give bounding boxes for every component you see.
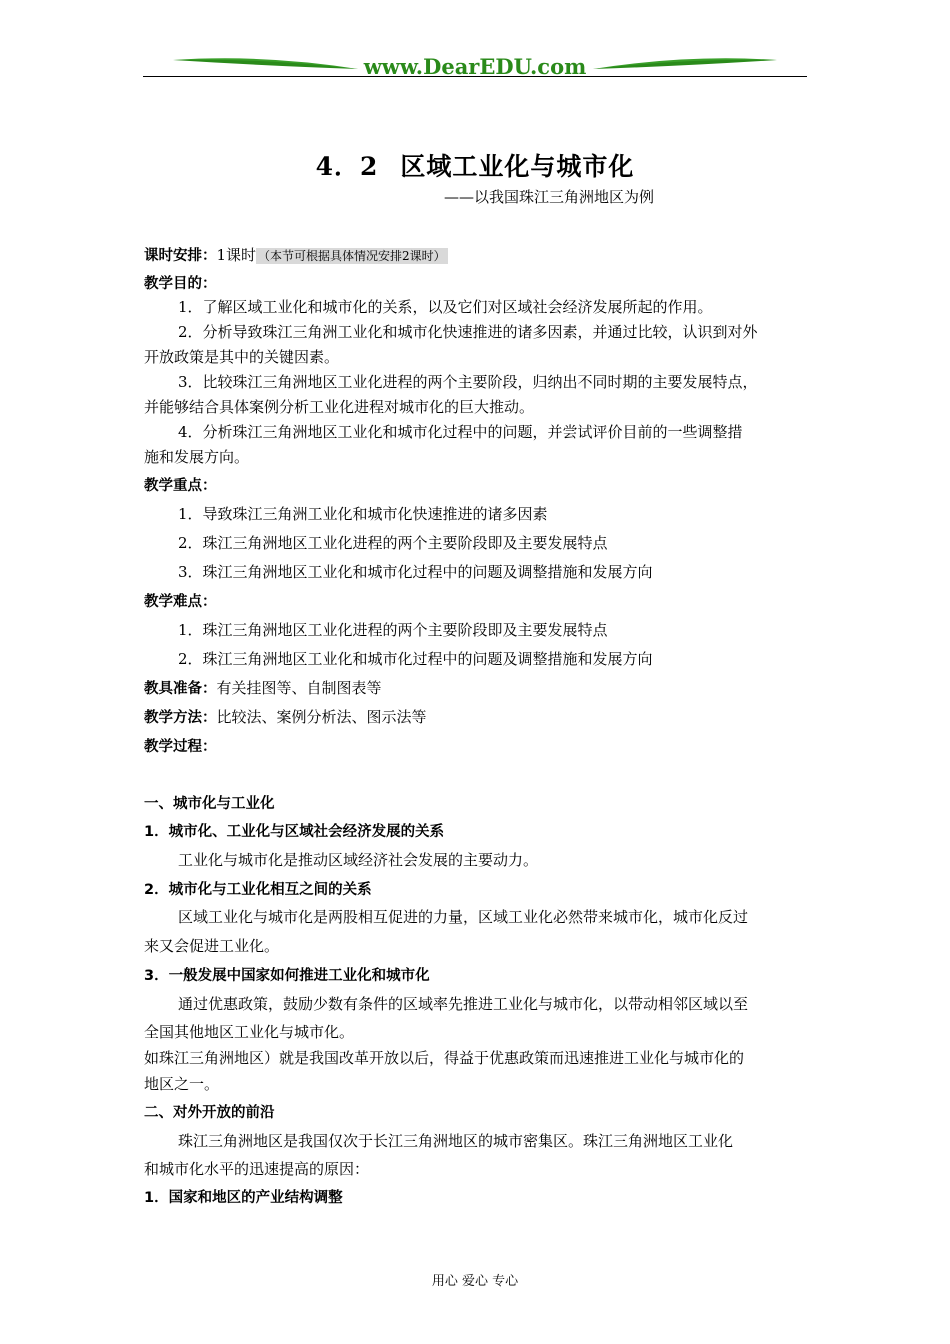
materials-label: 教具准备： xyxy=(144,681,217,697)
difficulty-item: 1．珠江三角洲地区工业化进程的两个主要阶段即及主要发展特点 xyxy=(178,621,608,639)
materials-value: 有关挂图等、自制图表等 xyxy=(216,679,382,697)
section1-sub1: 1．城市化、工业化与区域社会经济发展的关系 xyxy=(144,824,445,840)
objective-item: 4．分析珠江三角洲地区工业化和城市化过程中的问题，并尝试评价目前的一些调整措 xyxy=(178,423,743,441)
section1-paragraph: 区域工业化与城市化是两股相互促进的力量，区域工业化必然带来城市化，城市化反过 xyxy=(178,908,749,926)
objective-item: 3．比较珠江三角洲地区工业化进程的两个主要阶段，归纳出不同时期的主要发展特点， xyxy=(178,373,758,391)
objective-item: 并能够结合具体案例分析工业化进程对城市化的巨大推动。 xyxy=(144,398,535,416)
objective-item: 施和发展方向。 xyxy=(144,448,250,466)
key-point-item: 2．珠江三角洲地区工业化进程的两个主要阶段即及主要发展特点 xyxy=(178,534,608,552)
section1-heading: 一、城市化与工业化 xyxy=(144,796,275,812)
methods-label: 教学方法： xyxy=(144,710,217,726)
difficulties-heading: 教学难点： xyxy=(144,594,217,610)
objective-item: 1．了解区域工业化和城市化的关系，以及它们对区域社会经济发展所起的作用。 xyxy=(178,298,713,316)
section1-paragraph: 通过优惠政策，鼓励少数有条件的区域率先推进工业化与城市化，以带动相邻区域以至 xyxy=(178,995,749,1013)
page-subtitle: ——以我国珠江三角洲地区为例 xyxy=(444,188,655,206)
section1-paragraph: 地区之一。 xyxy=(144,1075,220,1093)
page-header xyxy=(143,52,807,82)
section1-paragraph: 如珠江三角洲地区）就是我国改革开放以后，得益于优惠政策而迅速推进工业化与城市化的 xyxy=(144,1049,745,1067)
schedule-note: （本节可根据具体情况安排2课时） xyxy=(258,249,446,263)
header-rule xyxy=(143,76,807,77)
section2-paragraph: 珠江三角洲地区是我国仅次于长江三角洲地区的城市密集区。珠江三角洲地区工业化 xyxy=(178,1132,734,1150)
schedule-line xyxy=(144,244,808,265)
title-number: 4．2 xyxy=(315,152,379,181)
key-point-item: 3．珠江三角洲地区工业化和城市化过程中的问题及调整措施和发展方向 xyxy=(178,563,653,581)
methods-value: 比较法、案例分析法、图示法等 xyxy=(216,708,427,726)
difficulty-item: 2．珠江三角洲地区工业化和城市化过程中的问题及调整措施和发展方向 xyxy=(178,650,653,668)
section1-paragraph: 全国其他地区工业化与城市化。 xyxy=(144,1023,355,1041)
site-logo: www.DearEDU.com xyxy=(363,54,587,79)
title-text: 区域工业化与城市化 xyxy=(400,152,635,181)
section1-paragraph: 来又会促进工业化。 xyxy=(144,937,280,955)
section1-sub2: 2．城市化与工业化相互之间的关系 xyxy=(144,882,372,898)
section1-sub3: 3．一般发展中国家如何推进工业化和城市化 xyxy=(144,968,430,984)
page-title xyxy=(0,147,950,183)
objectives-heading: 教学目的： xyxy=(144,276,217,292)
section2-sub1: 1．国家和地区的产业结构调整 xyxy=(144,1190,343,1206)
section2-paragraph: 和城市化水平的迅速提高的原因： xyxy=(144,1160,370,1178)
section1-paragraph: 工业化与城市化是推动区域经济社会发展的主要动力。 xyxy=(178,851,539,869)
methods-line xyxy=(144,706,808,727)
schedule-label: 课时安排： xyxy=(144,248,217,264)
schedule-value: 1课时 xyxy=(216,246,257,264)
objective-item: 开放政策是其中的关键因素。 xyxy=(144,348,340,366)
key-point-item: 1．导致珠江三角洲工业化和城市化快速推进的诸多因素 xyxy=(178,505,548,523)
process-heading: 教学过程： xyxy=(144,739,217,755)
key-points-heading: 教学重点： xyxy=(144,478,217,494)
materials-line xyxy=(144,677,808,698)
section2-heading: 二、对外开放的前沿 xyxy=(144,1105,275,1121)
page-footer: 用心 爱心 专心 xyxy=(431,1274,519,1289)
objective-item: 2．分析导致珠江三角洲工业化和城市化快速推进的诸多因素，并通过比较，认识到对外 xyxy=(178,323,758,341)
